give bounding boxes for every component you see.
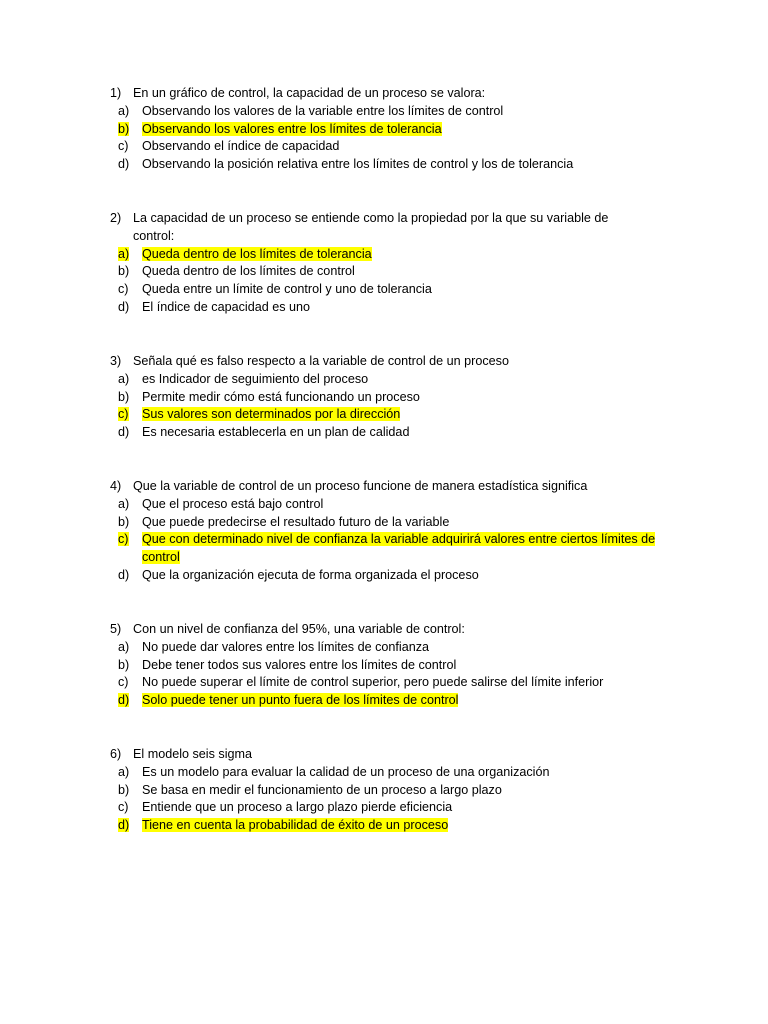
option-text: Observando los valores de la variable entre los límites de control xyxy=(142,103,504,118)
option-list xyxy=(110,639,670,710)
option-text: Queda entre un límite de control y uno de tolerancia xyxy=(142,282,432,297)
question-number: 2) xyxy=(110,211,122,225)
option-text: Se basa en medir el funcionamiento de un proceso a largo plazo xyxy=(142,782,502,797)
option-a: a) Observando los valores de la variable entre los límites de control xyxy=(118,103,504,118)
option-text: Observando el índice de capacidad xyxy=(142,139,340,154)
option-d: d) El índice de capacidad es uno xyxy=(118,299,311,314)
option-list xyxy=(110,371,670,442)
question-number: 3) xyxy=(110,354,122,368)
option-text: Entiende que un proceso a largo plazo pierde eficiencia xyxy=(142,800,453,815)
question-number: 1) xyxy=(110,86,122,100)
option-a: a) Es un modelo para evaluar la calidad de un proceso de una organización xyxy=(118,764,550,779)
option-list xyxy=(110,764,670,835)
option-a: a) es Indicador de seguimiento del proceso xyxy=(118,371,369,386)
option-d-highlighted: d) Solo puede tener un punto fuera de los límites de control xyxy=(118,693,459,708)
question-text: La capacidad de un proceso se entiende como la propiedad por la que su variable de control: xyxy=(133,211,609,243)
option-a: a) No puede dar valores entre los límites de confianza xyxy=(118,639,430,654)
question-5 xyxy=(110,621,670,710)
option-text: Que el proceso está bajo control xyxy=(142,496,324,511)
option-text: Que con determinado nivel de confianza la variable adquirirá valores entre ciertos límites de control xyxy=(142,532,656,565)
question-1 xyxy=(110,85,670,174)
question-number: 6) xyxy=(110,747,122,761)
question-text: Con un nivel de confianza del 95%, una variable de control: xyxy=(133,622,465,636)
option-c: c) Entiende que un proceso a largo plazo pierde eficiencia xyxy=(118,800,453,815)
question-6 xyxy=(110,746,670,835)
option-text: Es un modelo para evaluar la calidad de un proceso de una organización xyxy=(142,764,550,779)
question-number: 4) xyxy=(110,479,122,493)
option-d: d) Que la organización ejecuta de forma organizada el proceso xyxy=(118,567,479,582)
option-a: a) Que el proceso está bajo control xyxy=(118,496,324,511)
option-text: Que la organización ejecuta de forma organizada el proceso xyxy=(142,567,479,582)
question-4 xyxy=(110,478,670,585)
option-text: Solo puede tener un punto fuera de los límites de control xyxy=(142,693,459,708)
option-b: b) Que puede predecirse el resultado futuro de la variable xyxy=(118,514,450,529)
option-text: Es necesaria establecerla en un plan de calidad xyxy=(142,425,410,440)
option-text: El índice de capacidad es uno xyxy=(142,299,311,314)
option-c: c) No puede superar el límite de control superior, pero puede salirse del límite inferior xyxy=(118,675,604,690)
option-text: No puede dar valores entre los límites de confianza xyxy=(142,639,430,654)
option-text: Observando los valores entre los límites de tolerancia xyxy=(142,121,442,136)
option-b-highlighted: b) Observando los valores entre los límites de tolerancia xyxy=(118,121,442,136)
option-d-highlighted: d) Tiene en cuenta la probabilidad de éxito de un proceso xyxy=(118,818,449,833)
option-list xyxy=(110,103,670,174)
option-c: c) Queda entre un límite de control y uno de tolerancia xyxy=(118,282,432,297)
question-3 xyxy=(110,353,670,442)
option-d: d) Es necesaria establecerla en un plan de calidad xyxy=(118,425,410,440)
option-text: Permite medir cómo está funcionando un proceso xyxy=(142,389,420,404)
question-text: El modelo seis sigma xyxy=(133,747,252,761)
option-text: Debe tener todos sus valores entre los límites de control xyxy=(142,657,457,672)
option-text: Que puede predecirse el resultado futuro de la variable xyxy=(142,514,450,529)
question-text: En un gráfico de control, la capacidad de un proceso se valora: xyxy=(133,86,486,100)
option-b: b) Debe tener todos sus valores entre los límites de control xyxy=(118,657,457,672)
option-d: d) Observando la posición relativa entre los límites de control y los de tolerancia xyxy=(118,157,574,172)
option-text: No puede superar el límite de control superior, pero puede salirse del límite inferior xyxy=(142,675,604,690)
option-c-highlighted: c) Sus valores son determinados por la dirección xyxy=(118,407,401,422)
option-text: Queda dentro de los límites de tolerancia xyxy=(142,246,372,261)
option-b: b) Se basa en medir el funcionamiento de un proceso a largo plazo xyxy=(118,782,502,797)
option-text: Observando la posición relativa entre los límites de control y los de tolerancia xyxy=(142,157,574,172)
option-list xyxy=(110,246,670,317)
question-text: Señala qué es falso respecto a la variable de control de un proceso xyxy=(133,354,509,368)
option-text: Queda dentro de los límites de control xyxy=(142,264,355,279)
option-text: Tiene en cuenta la probabilidad de éxito de un proceso xyxy=(142,818,449,833)
option-a-highlighted: a) Queda dentro de los límites de tolerancia xyxy=(118,246,372,261)
question-number: 5) xyxy=(110,622,122,636)
option-b: b) Queda dentro de los límites de control xyxy=(118,264,355,279)
option-list xyxy=(110,496,670,585)
option-c-highlighted: c) Que con determinado nivel de confianza la variable adquirirá valores entre ciertos límites de control xyxy=(118,532,656,565)
option-text: Sus valores son determinados por la dirección xyxy=(142,407,401,422)
option-c: c) Observando el índice de capacidad xyxy=(118,139,340,154)
option-text: es Indicador de seguimiento del proceso xyxy=(142,371,369,386)
option-b: b) Permite medir cómo está funcionando un proceso xyxy=(118,389,420,404)
question-text: Que la variable de control de un proceso funcione de manera estadística significa xyxy=(133,479,588,493)
question-2 xyxy=(110,210,670,317)
